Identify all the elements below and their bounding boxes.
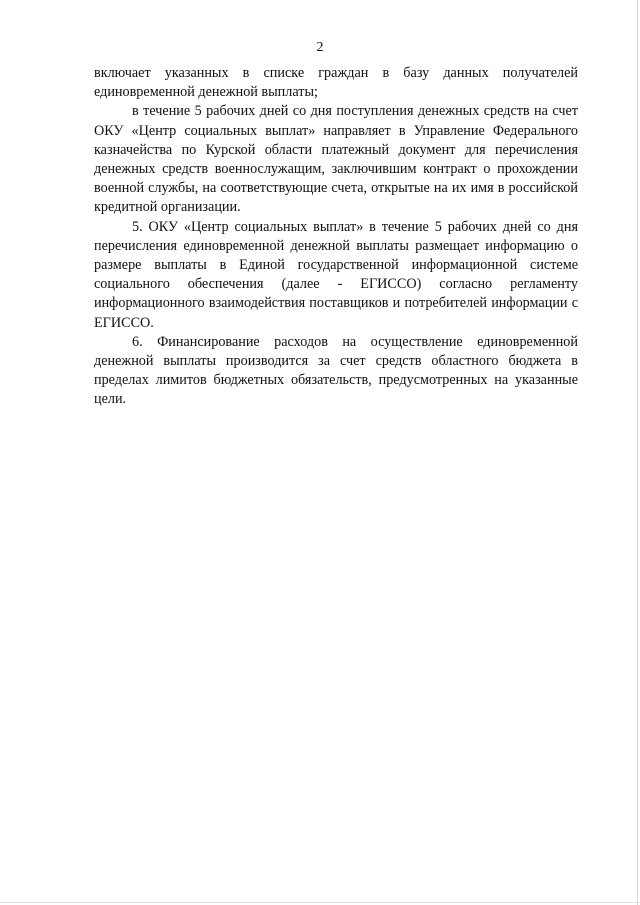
document-body [94,64,578,410]
page-number: 2 [316,40,324,55]
page-edge-bottom [0,902,640,903]
paragraph-database-inclusion: включает указанных в списке граждан в базу данных получателей единовременной денежной выплаты; [94,65,578,101]
paragraph-item-5-egisso: 5. ОКУ «Центр социальных выплат» в течение 5 рабочих дней со дня перечисления единовременной денежной выплаты размещает информацию о размере выплаты в Единой государственной информационной системе социального обеспечения (далее - ЕГИССО) согласно регламенту информационного взаимодействия поставщиков и потребителей информации с ЕГИССО. [94,218,578,331]
paragraph-payment-transfer: в течение 5 рабочих дней со дня поступления денежных средств на счет ОКУ «Центр социальных выплат» направляет в Управление Федерального казначейства по Курской области платежный документ для перечисления денежных средств военнослужащим, заключившим контракт о прохождении военной службы, на соответствующие счета, открытые на их имя в российской кредитной организации. [94,103,578,216]
paragraph-item-6-financing: 6. Финансирование расходов на осуществление единовременной денежной выплаты производится за счет средств областного бюджета в пределах лимитов бюджетных обязательств, предусмотренных на указанные цели. [94,333,578,408]
page-edge-right [637,0,638,905]
